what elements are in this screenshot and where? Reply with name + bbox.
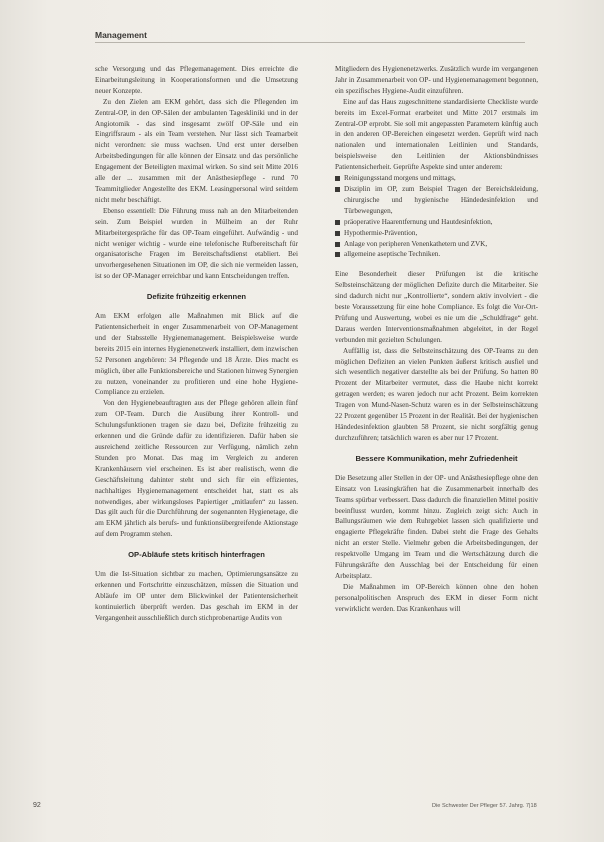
paragraph: Eine auf das Haus zugeschnittene standardisierte Checkliste wurde bereits im Excel-Format erarbeitet und Mitte 2017 erstmals im Zentral-OP erprobt. Sie soll mit angepassten Parametern künftig auch in den anderen OP-Bereichen eingesetzt werden. Geprüft wird nach nationalen und internationalen Leitlinien und Standards, beispielsweise den Leitlinien der Aktionsbündnisses Patientensicherheit. Geprüfte Aspekte sind unter anderem: [335, 97, 538, 172]
paragraph: Ebenso essentiell: Die Führung muss nah an den Mitarbeitenden sein. Zum Beispiel wurden in Mülheim an der Ruhr Mitarbeitergespräche für das OP-Team eingeführt. Aufwändig - und nicht weniger wichtig - wurde eine telefonische Rufbereitschaft für organisatorische Fragen im Bereitschaftsdienst etabliert. Bei unvorhergesehenen Situationen im OP, die sich nie vermeiden lassen, ist so der OP-Manager erreichbar und kann Entscheidungen treffen. [95, 206, 298, 281]
subheading: Bessere Kommunikation, mehr Zufriedenheit [355, 453, 518, 463]
list-item: Anlage von peripheren Venenkathetern und ZVK, [335, 239, 538, 250]
list-item: Disziplin im OP, zum Beispiel Tragen der Bereichskleidung, chirurgische und hygienische Händedesinfektion und Türbewegungen, [335, 184, 538, 217]
subheading: OP-Abläufe stets kritisch hinterfragen [128, 550, 265, 560]
paragraph: Eine Besonderheit dieser Prüfungen ist die kritische Selbsteinschätzung der möglichen Defizite durch die Mitarbeiter. Sie sind dadurch nicht nur „Kontrollierte“, sondern aktiv involviert - die beste Voraussetzung für eine hohe Compliance. Es folgt die Vor-Ort-Prüfung und Auswertung, wobei es nie um die „Schuldfrage“ geht. Daraus werden Interventionsmaßnahmen abgeleitet, in der Regel verbunden mit gezielten Schulungen. [335, 270, 538, 344]
paragraph: Um die Ist-Situation sichtbar zu machen, Optimierungsansätze zu erkennen und Fortschritte einzuschätzen, müssen die Situation und Abläufe im OP unter dem Blickwinkel der Patientensicherheit kontinuierlich überprüft werden. Das geschah im EKM in der Vergangenheit ausschließlich durch stichprobenartige Audits von [95, 570, 298, 622]
aspect-list [335, 173, 538, 260]
right-column [335, 64, 538, 615]
list-item: Reinigungsstand morgens und mittags, [335, 173, 538, 184]
paragraph: Zu den Zielen am EKM gehört, dass sich die Pflegenden im Zentral-OP, in den OP-Sälen der ambulanten Tageskliniki und in der Angiotomik - das sind insgesamt zwölf OP-Säle und ein Eingriffsraum - als ein Team verstehen. Nur lässt sich Teamarbeit nicht verordnen: sie muss wachsen. Und erst unter derselben Arbeitsbedingungen für alle können der Einsatz und das persönliche Engagement der Beteiligten maximal wirken. So sind seit Mitte 2016 alle der ... zusammen mit der Anästhesiepflege - rund 70 Teammitglieder Angestellte des EKM. Leasingpersonal wird seitdem nicht mehr beschäftigt. [95, 97, 298, 204]
paragraph: Auffällig ist, dass die Selbsteinschätzung des OP-Teams zu den möglichen Defiziten an vielen Punkten äußerst kritisch ausfiel und sich wesentlich negativer darstellte als bei der Prüfung. So hatten 80 Prozent der Mitarbeiter vermutet, dass die Haube nicht korrekt getragen werden; es waren jedoch nur acht Prozent. Beim korrekten Tragen von Mund-Nasen-Schutz waren es in der Selbsteinschätzung 22 Prozent gegenüber 15 Prozent in der Realität. Bei der hygienischen Händedesinfektion glaubten 58 Prozent, sie nicht sorgfältig genug durchzuführen; tatsächlich waren es aber nur 17 Prozent. [335, 346, 538, 442]
paragraph: Die Maßnahmen im OP-Bereich können ohne den hohen personalpolitischen Anspruch des EKM in dieser Form nicht verwirklicht werden. Das Krankenhaus will [335, 582, 538, 613]
left-column [95, 64, 298, 624]
paragraph: Die Besetzung aller Stellen in der OP- und Anästhesiepflege ohne den Einsatz von Leasingkräften hat die Zusammenarbeit innerhalb des Teams spürbar verbessert. Dass dadurch die finanziellen Mittel positiv beeinflusst wurden, kommt hinzu. Zugleich zeigt sich: Auch in Ballungsräumen wie dem Ruhrgebiet lassen sich qualifizierte und engagierte Pflegekräfte finden. Dabei steht die Frage des Gehalts nicht an erster Stelle. Vielmehr geben die Arbeitsbedingungen, der respektvolle Umgang im Team und die Wertschätzung durch die Führungskräfte den Ausschlag bei der Entscheidung für einen Arbeitsplatz. [335, 473, 538, 580]
paragraph: Mitgliedern des Hygienenetzwerks. Zusätzlich wurde im vergangenen Jahr in Zusammenarbeit von OP- und Hygienemanagement begonnen, ein spezifisches Hygiene-Audit einzuführen. [335, 65, 538, 95]
section-label: Management [95, 30, 147, 40]
page-number: 92 [33, 802, 41, 809]
paragraph: Am EKM erfolgen alle Maßnahmen mit Blick auf die Patientensicherheit in enger Zusammenarbeit von OP-Management und der Stabsstelle Hygienemanagement. Beispielsweise wurde bereits 2015 ein internes Hygienenetzwerk installiert, dem inzwischen 52 Personen angehören: 34 Pflegende und 18 Ärzte. Dies macht es möglich, über alle Funktionsbereiche und Stationen hinweg Synergien zu nutzen, voneinander zu profitieren und eine hohe Hygiene-Compliance zu erzielen. [95, 312, 298, 397]
list-item: Hypothermie-Prävention, [335, 228, 538, 239]
paragraph: Von den Hygienebeauftragten aus der Pflege gehören allein fünf zum OP-Team. Durch die Ausübung ihrer Kontroll- und Schulungsfunktionen tragen sie dazu bei, Defizite frühzeitig zu erkennen und die Gründe dafür zu identifizieren. Dafür haben sie ausreichend zeitliche Ressourcen zur Verfügung, nämlich zehn Stunden pro Monat. Das mag im Vergleich zu anderen Krankenhäusern viel erscheinen. Es ist aber realistisch, wenn die Geschäftsleitung dahinter steht und sich für ein effizientes, nachhaltiges Hygienemanagement entscheidet hat, statt es als notwendiges, aber wirkungsloses Papiertiger „mitlaufen“ zu lassen. Das gilt auch für die Durchführung der sogenannten Hygienetage, die am EKM jährlich als berufs- und funktionsübergreifende Aktionstage auf dem Programm stehen. [95, 399, 298, 539]
list-item: präoperative Haarentfernung und Hautdesinfektion, [335, 217, 538, 228]
journal-footer: Die Schwester Der Pfleger 57. Jahrg. 7|18 [432, 803, 537, 809]
list-item: allgemeine aseptische Techniken. [335, 249, 538, 260]
header-rule [95, 42, 525, 43]
paragraph: sche Versorgung und das Pflegemanagement. Dies erreichte die Einarbeitungsleitung in Kooperationsformen und die Umsetzung neuer Konzepte. [95, 65, 298, 95]
subheading: Defizite frühzeitig erkennen [146, 292, 247, 302]
